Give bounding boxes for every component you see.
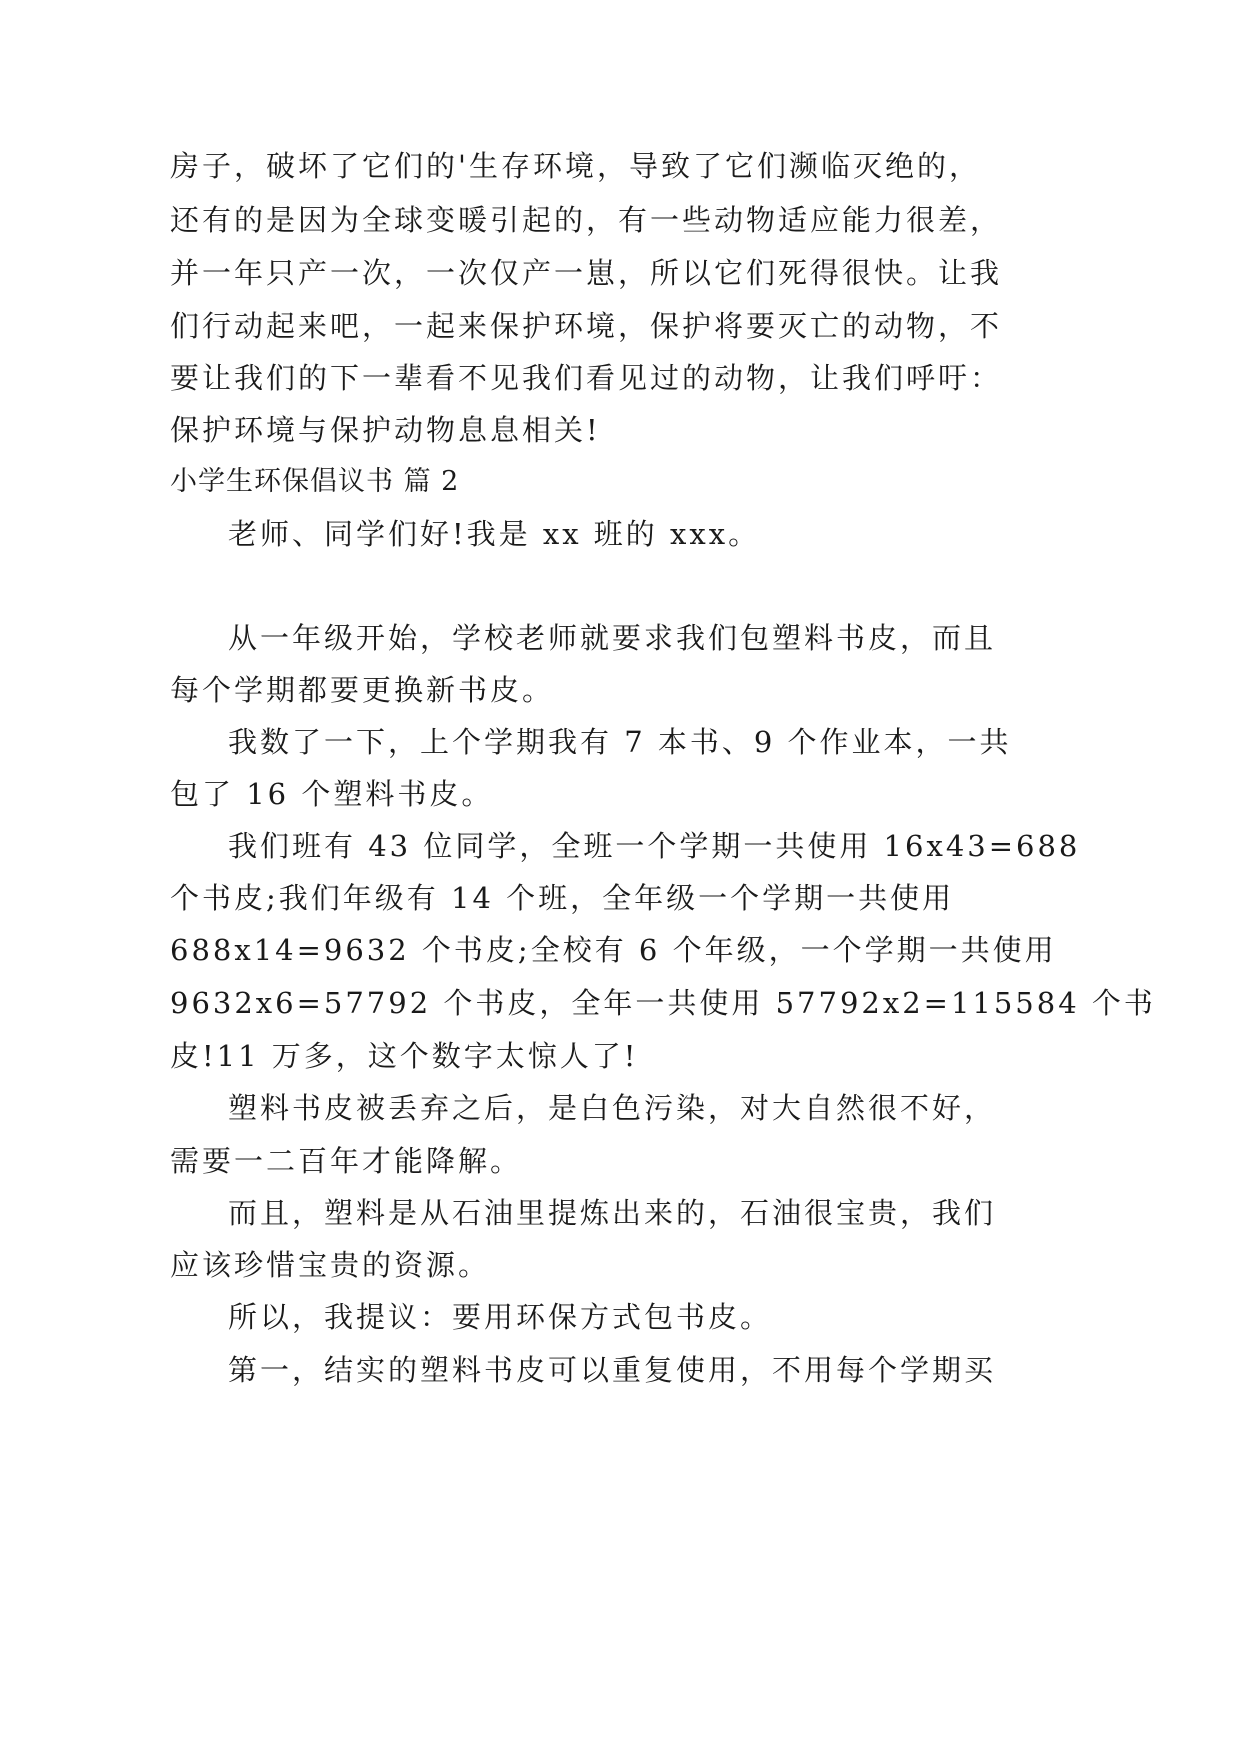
text-line-6: 保护环境与保护动物息息相关! bbox=[170, 413, 601, 447]
text-line-22: 所以，我提议：要用环保方式包书皮。 bbox=[228, 1300, 773, 1334]
text-line-14: 个书皮;我们年级有 14 个班，全年级一个学期一共使用 bbox=[170, 881, 955, 915]
text-line-20: 而且，塑料是从石油里提炼出来的，石油很宝贵，我们 bbox=[228, 1196, 997, 1230]
text-line-4: 们行动起来吧，一起来保护环境，保护将要灭亡的动物，不 bbox=[170, 309, 1003, 343]
text-line-2: 还有的是因为全球变暖引起的，有一些动物适应能力很差， bbox=[170, 203, 1003, 237]
text-line-23: 第一，结实的塑料书皮可以重复使用，不用每个学期买 bbox=[228, 1353, 997, 1387]
greeting-line: 老师、同学们好!我是 xx 班的 xxx。 bbox=[228, 517, 761, 551]
text-line-3: 并一年只产一次，一次仅产一崽，所以它们死得很快。让我 bbox=[170, 256, 1003, 290]
text-line-10: 每个学期都要更换新书皮。 bbox=[170, 673, 555, 707]
text-line-15: 688x14=9632 个书皮;全校有 6 个年级，一个学期一共使用 bbox=[170, 933, 1057, 967]
text-line-9: 从一年级开始，学校老师就要求我们包塑料书皮，而且 bbox=[228, 621, 997, 655]
text-line-21: 应该珍惜宝贵的资源。 bbox=[170, 1248, 491, 1282]
text-line-1: 房子，破坏了它们的'生存环境，导致了它们濒临灭绝的， bbox=[170, 149, 981, 183]
text-line-18: 塑料书皮被丢弃之后，是白色污染，对大自然很不好， bbox=[228, 1091, 997, 1125]
text-line-19: 需要一二百年才能降解。 bbox=[170, 1144, 523, 1178]
text-line-17: 皮!11 万多，这个数字太惊人了! bbox=[170, 1039, 639, 1073]
text-line-5: 要让我们的下一辈看不见我们看见过的动物，让我们呼吁： bbox=[170, 361, 1003, 395]
text-line-12: 包了 16 个塑料书皮。 bbox=[170, 777, 494, 811]
text-line-16: 9632x6=57792 个书皮，全年一共使用 57792x2=115584 个书 bbox=[170, 986, 1156, 1020]
text-line-13: 我们班有 43 位同学，全班一个学期一共使用 16x43=688 bbox=[228, 829, 1081, 863]
text-line-11: 我数了一下，上个学期我有 7 本书、9 个作业本，一共 bbox=[228, 725, 1012, 759]
section-title: 小学生环保倡议书 篇 2 bbox=[170, 466, 460, 497]
